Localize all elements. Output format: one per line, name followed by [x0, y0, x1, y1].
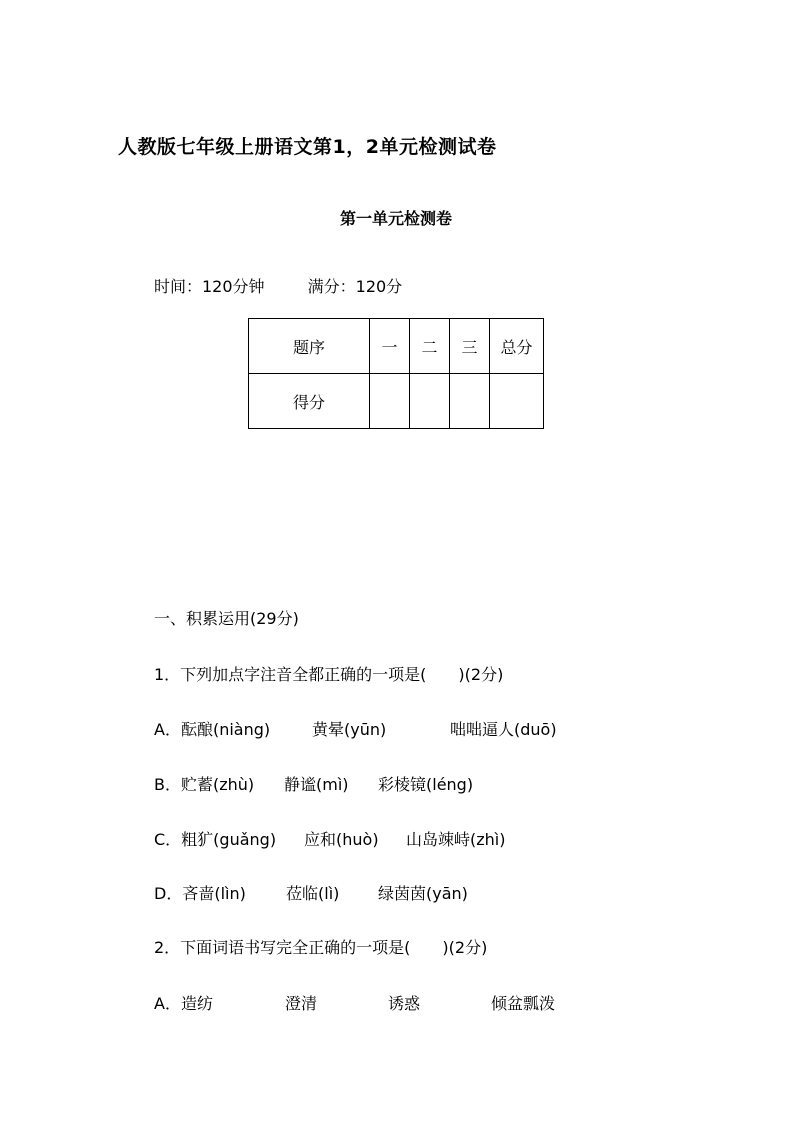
score-table-header-row [249, 319, 544, 374]
question-1-option-d [154, 881, 468, 904]
score-cell-total[interactable] [490, 374, 544, 429]
header-cell-3: 三 [450, 319, 490, 374]
option-text: 澄清 [285, 994, 318, 1013]
header-cell-total: 总分 [490, 319, 544, 374]
option-text: C．粗犷(guǎng) [154, 830, 277, 849]
score-cell-3[interactable] [450, 374, 490, 429]
option-text: A．造纺 [154, 994, 213, 1013]
question-2-option-a [154, 991, 555, 1014]
time-limit: 时间：120分钟 [154, 277, 265, 296]
score-cell-2[interactable] [410, 374, 450, 429]
header-cell-1: 一 [370, 319, 410, 374]
document-title: 人教版七年级上册语文第1，2单元检测试卷 [118, 136, 497, 158]
header-cell-2: 二 [410, 319, 450, 374]
exam-meta [154, 274, 440, 297]
section-heading: 一、积累运用(29分) [154, 609, 299, 628]
option-text: 莅临(lì) [286, 884, 340, 903]
score-table [248, 318, 544, 429]
option-text: 彩棱镜(léng) [378, 775, 474, 794]
question-1-stem: 1．下列加点字注音全都正确的一项是( )(2分) [154, 665, 504, 684]
question-2-stem: 2．下面词语书写完全正确的一项是( )(2分) [154, 938, 488, 957]
option-text: 咄咄逼人(duō) [450, 720, 557, 739]
question-1-option-a [154, 717, 557, 740]
option-text: 应和(huò) [304, 830, 379, 849]
unit-title: 第一单元检测卷 [340, 209, 453, 228]
option-text: D．吝啬(lìn) [154, 884, 246, 903]
option-text: 诱惑 [388, 994, 421, 1013]
option-text: 黄晕(yūn) [312, 720, 387, 739]
option-text: 绿茵茵(yān) [378, 884, 468, 903]
option-text: 倾盆瓢泼 [491, 994, 556, 1013]
score-table-score-row [249, 374, 544, 429]
score-cell-1[interactable] [370, 374, 410, 429]
question-1-option-b [154, 772, 473, 795]
option-text: B．贮蓄(zhù) [154, 775, 255, 794]
header-cell-order: 题序 [249, 319, 370, 374]
option-text: 静谧(mì) [284, 775, 349, 794]
score-row-label: 得分 [249, 374, 370, 429]
option-text: A．酝酿(niàng) [154, 720, 271, 739]
question-1-option-c [154, 827, 505, 850]
full-score: 满分：120分 [307, 277, 403, 296]
option-text: 山岛竦峙(zhì) [406, 830, 506, 849]
